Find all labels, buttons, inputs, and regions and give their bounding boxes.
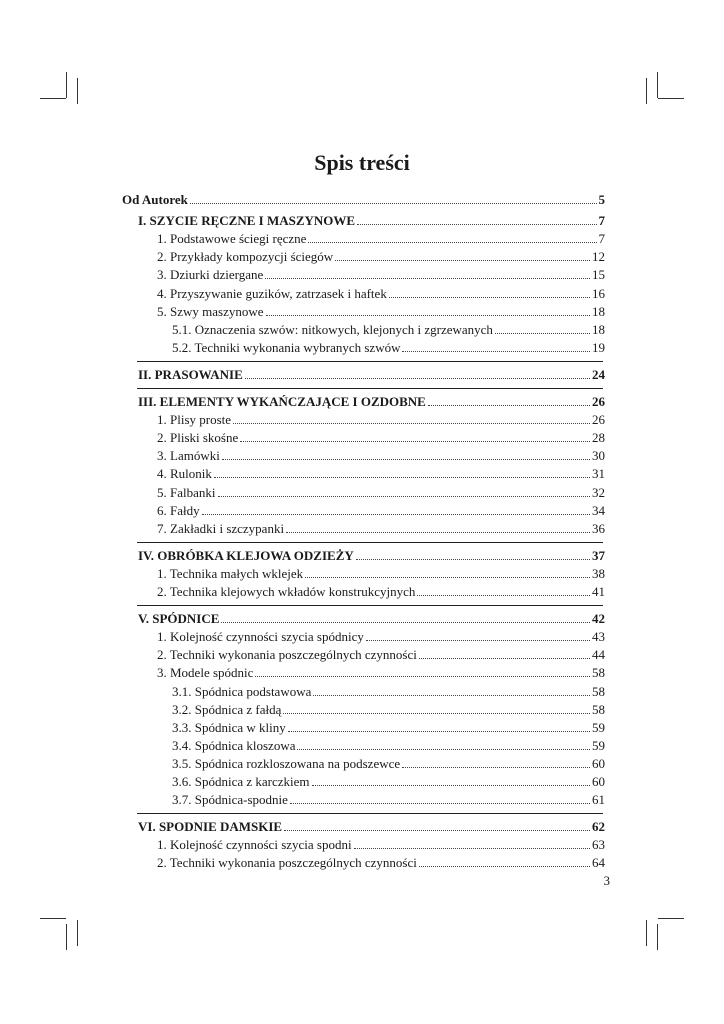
toc-entry-label: 3. Modele spódnic — [157, 665, 254, 681]
toc-entry-label: 4. Przyszywanie guzików, zatrzasek i haftek — [157, 285, 387, 301]
toc-entry-label: II. PRASOWANIE — [138, 366, 243, 382]
toc-leader-dots — [419, 855, 590, 867]
toc-leader-dots — [366, 629, 590, 641]
toc-leader-dots — [233, 412, 590, 424]
toc-entry[interactable] — [172, 702, 605, 718]
toc-entry[interactable] — [157, 665, 605, 681]
toc-leader-dots — [290, 792, 590, 804]
toc-entry-page: 26 — [592, 394, 605, 409]
toc-entry-page: 16 — [592, 285, 605, 301]
toc-entry[interactable] — [157, 647, 605, 663]
crop-mark — [40, 98, 66, 99]
toc-entry-page: 60 — [592, 774, 605, 789]
toc-leader-dots — [221, 611, 590, 623]
toc-leader-dots — [286, 521, 590, 533]
toc-entry[interactable] — [172, 720, 605, 736]
toc-entry-page: 36 — [592, 520, 605, 536]
toc-entry-page: 59 — [592, 737, 605, 753]
chapter-separator — [137, 542, 603, 543]
toc-entry-page: 42 — [592, 611, 605, 627]
toc-entry[interactable] — [122, 192, 605, 208]
toc-leader-dots — [297, 738, 590, 750]
toc-entry[interactable] — [172, 792, 605, 808]
toc-entry-label: VI. SPODNIE DAMSKIE — [138, 819, 283, 835]
toc-entry[interactable] — [157, 412, 605, 428]
toc-entry[interactable] — [138, 213, 605, 229]
toc-leader-dots — [214, 466, 590, 478]
chapter-separator — [137, 361, 603, 362]
toc-entry-label: 2. Przykłady kompozycji ściegów — [157, 249, 334, 265]
toc-leader-dots — [283, 702, 590, 714]
toc-entry-label: 5.1. Oznaczenia szwów: nitkowych, klejonych i zgrzewanych — [172, 321, 493, 337]
toc-leader-dots — [335, 249, 590, 261]
toc-entry-page: 18 — [592, 321, 605, 337]
toc-entry-page: 34 — [592, 502, 605, 518]
toc-entry-label: 7. Zakładki i szczypanki — [157, 520, 285, 536]
crop-mark — [77, 920, 78, 946]
toc-leader-dots — [312, 774, 590, 786]
toc-entry[interactable] — [157, 231, 605, 247]
toc-leader-dots — [284, 819, 590, 831]
toc-entry[interactable] — [172, 684, 605, 700]
toc-entry[interactable] — [157, 448, 605, 464]
toc-entry-label: 3.6. Spódnica z karczkiem — [172, 774, 310, 789]
toc-entry-page: 59 — [592, 719, 605, 735]
toc-entry-page: 24 — [592, 366, 605, 382]
toc-entry-label: V. SPÓDNICE — [138, 611, 220, 627]
toc-entry[interactable] — [172, 756, 605, 772]
crop-mark — [658, 98, 684, 99]
toc-entry-page: 61 — [592, 792, 605, 808]
toc-leader-dots — [288, 720, 590, 732]
toc-leader-dots — [356, 548, 590, 560]
toc-leader-dots — [354, 837, 590, 849]
toc-entry-page: 38 — [592, 565, 605, 581]
toc-entry[interactable] — [172, 774, 605, 790]
page-number: 3 — [603, 873, 610, 888]
toc-leader-dots — [419, 647, 590, 659]
toc-entry[interactable] — [157, 249, 605, 265]
toc-entry-page: 15 — [592, 267, 605, 283]
toc-entry-page: 18 — [592, 303, 605, 319]
toc-leader-dots — [240, 430, 590, 442]
toc-leader-dots — [357, 213, 596, 225]
toc-entry-label: 3.1. Spódnica podstawowa — [172, 683, 312, 699]
toc-leader-dots — [389, 286, 590, 298]
toc-entry-label: 1. Technika małych wklejek — [157, 565, 304, 581]
toc-entry[interactable] — [172, 340, 605, 356]
toc-entry-label: 2. Techniki wykonania poszczególnych czynności — [157, 855, 417, 871]
chapter-separator — [137, 813, 603, 814]
toc-leader-dots — [202, 503, 590, 515]
toc-entry-page: 58 — [592, 683, 605, 699]
toc-entry[interactable] — [157, 521, 605, 537]
toc-leader-dots — [218, 485, 591, 497]
toc-entry-label: I. SZYCIE RĘCZNE I MASZYNOWE — [138, 213, 356, 229]
toc-entry[interactable] — [157, 855, 605, 871]
toc-entry-page: 5 — [598, 192, 605, 207]
toc-entry[interactable] — [138, 819, 605, 835]
toc-entry[interactable] — [157, 286, 605, 302]
toc-leader-dots — [495, 322, 590, 334]
toc-entry-page: 19 — [592, 339, 605, 355]
toc-entry-label: 3. Dziurki dziergane — [157, 267, 264, 283]
crop-mark — [77, 78, 78, 104]
toc-entry[interactable] — [157, 503, 605, 519]
toc-entry-label: 2. Pliski skośne — [157, 430, 239, 446]
toc-entry-page: 58 — [592, 701, 605, 717]
toc-entry[interactable] — [172, 738, 605, 754]
toc-entry-label: 1. Plisy proste — [157, 412, 232, 428]
toc-leader-dots — [265, 267, 590, 279]
toc-entry-label: 3.3. Spódnica w kliny — [172, 719, 286, 735]
toc-entry[interactable] — [157, 485, 605, 501]
toc-entry-label: 6. Fałdy — [157, 502, 200, 518]
toc-leader-dots — [402, 340, 590, 352]
toc-leader-dots — [266, 304, 590, 316]
toc-entry[interactable] — [157, 566, 605, 582]
toc-entry-page: 30 — [592, 448, 605, 464]
crop-mark — [657, 72, 658, 98]
toc-entry-page: 7 — [598, 213, 605, 229]
toc-entry-label: 2. Technika klejowych wkładów konstrukcyjnych — [157, 584, 416, 599]
toc-leader-dots — [402, 756, 590, 768]
toc-entry[interactable] — [138, 394, 605, 410]
page-title: Spis treści — [314, 150, 410, 175]
crop-mark — [66, 72, 67, 98]
toc-entry-label: 3. Lamówki — [157, 448, 220, 464]
toc-entry[interactable] — [157, 430, 605, 446]
toc-entry[interactable] — [172, 322, 605, 338]
toc-entry-page: 41 — [592, 584, 605, 599]
toc-entry-label: 2. Techniki wykonania poszczególnych czynności — [157, 647, 417, 663]
toc-entry-page: 58 — [592, 665, 605, 681]
toc-entry-page: 32 — [592, 484, 605, 500]
crop-mark — [646, 78, 647, 104]
toc-leader-dots — [255, 665, 590, 677]
toc-leader-dots — [305, 566, 590, 578]
toc-entry-label: 4. Rulonik — [157, 466, 212, 482]
toc-leader-dots — [428, 394, 590, 406]
toc-entry-label: Od Autorek — [122, 192, 188, 207]
toc-entry[interactable] — [138, 548, 605, 564]
toc-entry-label: 1. Kolejność czynności szycia spodni — [157, 837, 352, 853]
crop-mark — [658, 918, 684, 919]
crop-mark — [66, 924, 67, 950]
toc-entry-page: 60 — [592, 755, 605, 771]
toc-leader-dots — [245, 367, 590, 379]
toc-entry-page: 26 — [592, 412, 605, 428]
toc-entry[interactable] — [157, 837, 605, 853]
toc-entry-page: 12 — [592, 249, 605, 265]
toc-entry-page: 31 — [592, 466, 605, 482]
toc-leader-dots — [313, 684, 590, 696]
toc-entry-label: 5. Szwy maszynowe — [157, 303, 264, 319]
crop-mark — [646, 920, 647, 946]
toc-entry-label: 5. Falbanki — [157, 484, 216, 500]
toc-entry-page: 7 — [598, 231, 605, 247]
toc-entry-page: 63 — [592, 837, 605, 853]
toc-entry-page: 37 — [592, 547, 605, 563]
toc-leader-dots — [417, 584, 590, 596]
crop-mark — [657, 924, 658, 950]
toc-entry-label: IV. OBRÓBKA KLEJOWA ODZIEŻY — [138, 547, 354, 563]
toc-entry[interactable] — [138, 367, 605, 383]
chapter-separator — [137, 388, 603, 389]
toc-entry-page: 64 — [592, 855, 605, 871]
toc-entry[interactable] — [157, 267, 605, 283]
toc-entry-page: 62 — [592, 819, 605, 835]
toc-entry[interactable] — [157, 304, 605, 320]
chapter-separator — [137, 605, 603, 606]
toc-leader-dots — [222, 448, 590, 460]
toc-entry-page: 28 — [592, 430, 605, 446]
toc-entry-label: 3.5. Spódnica rozkloszowana na podszewce — [172, 755, 401, 771]
toc-entry-label: 3.2. Spódnica z fałdą — [172, 701, 282, 717]
toc-entry-label: 1. Podstawowe ściegi ręczne — [157, 231, 307, 247]
toc-entry[interactable] — [157, 466, 605, 482]
toc-leader-dots — [308, 231, 596, 243]
toc-entry-label: 3.4. Spódnica kloszowa — [172, 737, 296, 753]
toc-entry[interactable] — [157, 584, 605, 600]
toc-entry-page: 44 — [592, 647, 605, 663]
toc-entry-page: 43 — [592, 629, 605, 645]
toc-entry-label: III. ELEMENTY WYKAŃCZAJĄCE I OZDOBNE — [138, 394, 426, 409]
toc-entry-label: 3.7. Spódnica-spodnie — [172, 792, 288, 808]
crop-mark — [40, 918, 66, 919]
toc-entry-label: 1. Kolejność czynności szycia spódnicy — [157, 629, 364, 645]
toc-entry[interactable] — [157, 629, 605, 645]
toc-entry-label: 5.2. Techniki wykonania wybranych szwów — [172, 339, 401, 355]
toc-leader-dots — [190, 192, 597, 204]
toc-entry[interactable] — [138, 611, 605, 627]
